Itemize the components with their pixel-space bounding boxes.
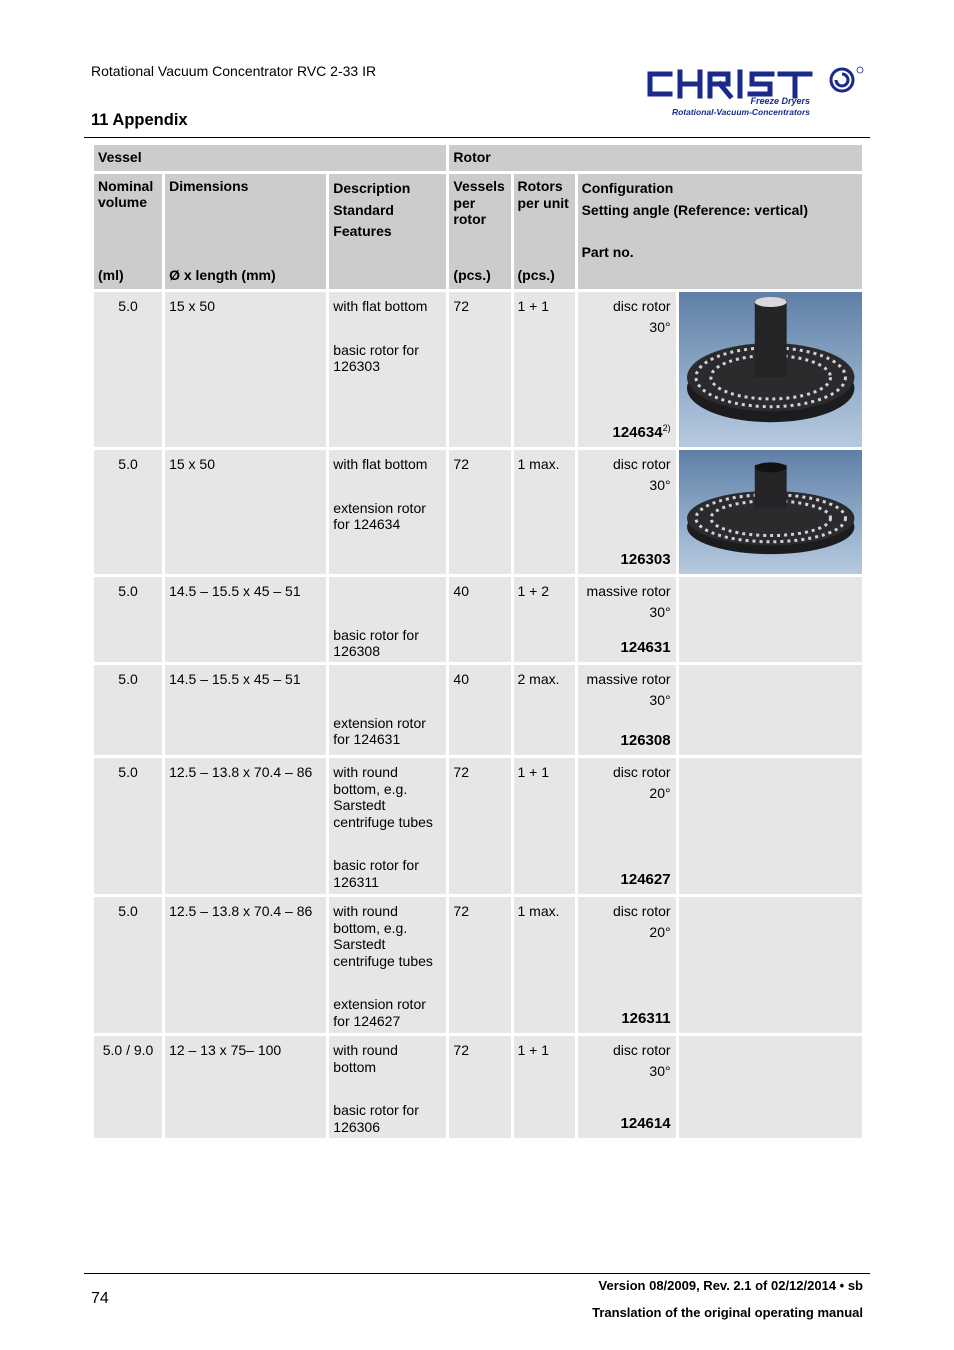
part-number: 126308 xyxy=(620,732,671,749)
version-info: Version 08/2009, Rev. 2.1 of 02/12/2014 • sb xyxy=(598,1278,863,1293)
nominal-volume: 5.0 xyxy=(118,671,138,687)
rotor-photo-icon xyxy=(679,450,862,574)
rotor-type: massive rotor xyxy=(586,671,671,687)
vessels-unit: (pcs.) xyxy=(453,267,491,283)
setting-angle: 30° xyxy=(649,692,671,708)
features-header: Features xyxy=(333,223,392,239)
logo-line1: Freeze Dryers xyxy=(750,96,810,106)
rotor-photo-with-cap-icon xyxy=(679,292,862,447)
dimensions-unit: Ø x length (mm) xyxy=(169,267,276,283)
rotor-type: disc rotor xyxy=(613,298,671,314)
configuration-header: Configuration xyxy=(581,180,674,196)
nominal-volume: 5.0 xyxy=(118,903,138,919)
blank-image-area xyxy=(679,665,862,755)
dimensions: 12.5 – 13.8 x 70.4 – 86 xyxy=(169,903,313,919)
nominal-volume: 5.0 xyxy=(118,298,138,314)
rotors-per-unit-header: Rotors per unit xyxy=(517,178,569,211)
feature-text: with round bottom, e.g. Sarstedt centrifuge tubes xyxy=(333,764,433,830)
dimensions: 14.5 – 15.5 x 45 – 51 xyxy=(169,671,301,687)
vessel-group-header: Vessel xyxy=(98,149,142,165)
footer-divider xyxy=(84,1273,870,1274)
nominal-volume-unit: (ml) xyxy=(98,267,124,283)
feature-text: with flat bottom xyxy=(333,298,428,314)
rotor-role: basic rotor for 126306 xyxy=(333,1102,419,1135)
dimensions: 12 – 13 x 75– 100 xyxy=(169,1042,282,1058)
group-header-row xyxy=(94,145,862,171)
part-number: 124614 xyxy=(620,1115,671,1132)
vessels-per-rotor: 72 xyxy=(453,298,469,314)
setting-angle: 20° xyxy=(649,924,671,940)
part-number: 124631 xyxy=(620,639,671,656)
setting-angle: 30° xyxy=(649,319,671,335)
part-no-header: Part no. xyxy=(581,244,634,260)
rotor-role: basic rotor for 126308 xyxy=(333,626,419,659)
feature-text: with round bottom xyxy=(333,1042,398,1075)
vessels-per-rotor: 72 xyxy=(453,903,469,919)
rotor-type: disc rotor xyxy=(613,764,671,780)
rotor-type: disc rotor xyxy=(613,1042,671,1058)
footnote-marker: 2) xyxy=(662,423,671,433)
blank-image-area xyxy=(679,897,862,1033)
feature-text: with round bottom, e.g. Sarstedt centrifuge tubes xyxy=(333,903,433,969)
setting-angle: 20° xyxy=(649,785,671,801)
rotor-type: disc rotor xyxy=(613,456,671,472)
rotor-type: massive rotor xyxy=(586,583,671,599)
blank-image-area xyxy=(679,758,862,894)
column-header-row xyxy=(94,174,862,289)
vessels-per-rotor: 72 xyxy=(453,456,469,472)
rotors-per-unit: 1 + 2 xyxy=(517,583,550,599)
part-number: 124634$^{2)}$ xyxy=(612,423,671,441)
table-row xyxy=(94,1036,862,1138)
section-title: 11 Appendix xyxy=(91,111,188,129)
setting-angle-header: Setting angle (Reference: vertical) xyxy=(581,201,808,218)
rotors-per-unit: 1 max. xyxy=(517,903,560,919)
blank-image-area xyxy=(679,577,862,662)
rotor-role: extension rotor for 124634 xyxy=(333,499,426,532)
dimensions: 12.5 – 13.8 x 70.4 – 86 xyxy=(169,764,313,780)
vessels-per-rotor-header: Vessels per rotor xyxy=(453,178,505,227)
rotor-role: basic rotor for 126303 xyxy=(333,341,419,374)
rotor-type: disc rotor xyxy=(613,903,671,919)
christ-logo-graphic xyxy=(640,64,868,120)
rotors-unit: (pcs.) xyxy=(517,267,555,283)
document-title: Rotational Vacuum Concentrator RVC 2-33 IR xyxy=(91,63,377,79)
rotors-per-unit: 1 max. xyxy=(517,456,560,472)
rotor-role: extension rotor for 124631 xyxy=(333,714,426,747)
table-row xyxy=(94,758,862,894)
part-number: 126311 xyxy=(621,1010,671,1027)
vessels-per-rotor: 40 xyxy=(453,671,469,687)
nominal-volume: 5.0 / 9.0 xyxy=(102,1042,154,1058)
feature-text: with flat bottom xyxy=(333,456,428,472)
table-row xyxy=(94,450,862,574)
setting-angle: 30° xyxy=(649,477,671,493)
vessels-per-rotor: 40 xyxy=(453,583,469,599)
part-number: 126303 xyxy=(620,551,671,568)
rotors-per-unit: 1 + 1 xyxy=(517,764,550,780)
setting-angle: 30° xyxy=(649,604,671,620)
dimensions: 15 x 50 xyxy=(169,456,216,472)
table-row xyxy=(94,897,862,1033)
translation-note: Translation of the original operating manual xyxy=(592,1305,863,1320)
rotors-per-unit: 1 + 1 xyxy=(517,298,550,314)
vessels-per-rotor: 72 xyxy=(453,764,469,780)
rotor-group-header: Rotor xyxy=(453,149,491,165)
dimensions: 15 x 50 xyxy=(169,298,216,314)
nominal-volume: 5.0 xyxy=(118,764,138,780)
nominal-volume: 5.0 xyxy=(118,456,138,472)
logo-line2: Rotational-Vacuum-Concentrators xyxy=(671,107,810,117)
vessels-per-rotor: 72 xyxy=(453,1042,469,1058)
table-row xyxy=(94,665,862,755)
rotor-table xyxy=(91,142,865,1141)
nominal-volume-header: Nominal volume xyxy=(98,178,154,210)
table-row xyxy=(94,577,862,662)
description-header: Description xyxy=(333,180,411,196)
table-row xyxy=(94,292,862,447)
dimensions: 14.5 – 15.5 x 45 – 51 xyxy=(169,583,301,599)
nominal-volume: 5.0 xyxy=(118,583,138,599)
blank-image-area xyxy=(679,1036,862,1138)
part-number: 124627 xyxy=(620,871,671,888)
rotors-per-unit: 2 max. xyxy=(517,671,560,687)
dimensions-header: Dimensions xyxy=(169,178,249,194)
page-number: 74 xyxy=(91,1290,109,1307)
rotors-per-unit: 1 + 1 xyxy=(517,1042,550,1058)
header-divider xyxy=(84,137,870,138)
christ-logo xyxy=(640,64,868,120)
rotor-role: basic rotor for 126311 xyxy=(333,857,419,890)
standard-header: Standard xyxy=(333,201,394,218)
setting-angle: 30° xyxy=(649,1063,671,1079)
rotor-role: extension rotor for 124627 xyxy=(333,996,426,1029)
